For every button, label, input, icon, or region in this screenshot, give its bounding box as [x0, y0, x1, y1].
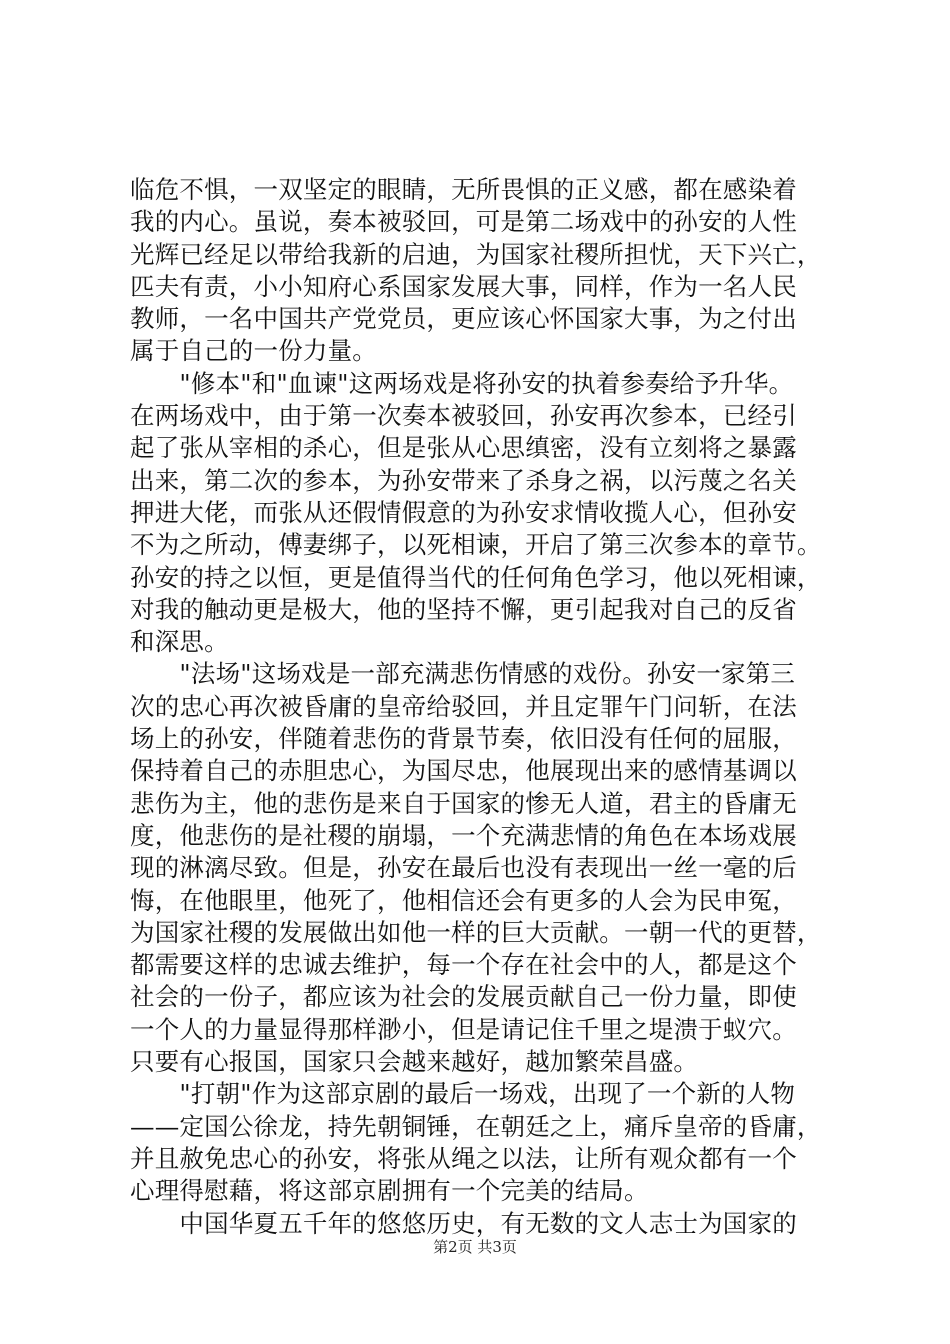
text-line: 中国华夏五千年的悠悠历史，有无数的文人志士为国家的	[130, 1208, 797, 1238]
text-line: ——定国公徐龙，持先朝铜锤，在朝廷之上，痛斥皇帝的昏庸，	[130, 1111, 822, 1141]
text-line: 现的淋漓尽致。但是，孙安在最后也没有表现出一丝一毫的后	[130, 853, 797, 883]
text-line: 对我的触动更是极大，他的坚持不懈，更引起我对自己的反省	[130, 594, 797, 624]
text-line: 只要有心报国，国家只会越来越好，越加繁荣昌盛。	[130, 1047, 699, 1077]
text-line: 场上的孙安，伴随着悲伤的背景节奏，依旧没有任何的屈服，	[130, 724, 797, 754]
text-line: 心理得慰藉，将这部京剧拥有一个完美的结局。	[130, 1176, 649, 1206]
text-line: 属于自己的一份力量。	[130, 336, 377, 366]
text-line: 在两场戏中，由于第一次奏本被驳回，孙安再次参本，已经引	[130, 401, 797, 431]
text-line: 教师，一名中国共产党党员，更应该心怀国家大事，为之付出	[130, 304, 797, 334]
page-footer: 第2页 共3页	[433, 1238, 517, 1256]
text-line: 悔，在他眼里，他死了，他相信还会有更多的人会为民申冤，	[130, 885, 797, 915]
text-line: 为国家社稷的发展做出如他一样的巨大贡献。一朝一代的更替，	[130, 917, 822, 947]
text-line: 次的忠心再次被昏庸的皇帝给驳回，并且定罪午门问斩，在法	[130, 691, 797, 721]
text-line: 悲伤为主，他的悲伤是来自于国家的惨无人道，君主的昏庸无	[130, 788, 797, 818]
text-line: 起了张从宰相的杀心，但是张从心思缜密，没有立刻将之暴露	[130, 433, 797, 463]
text-line: 一个人的力量显得那样渺小，但是请记住千里之堤溃于蚁穴。	[130, 1014, 797, 1044]
text-line: 度，他悲伤的是社稷的崩塌，一个充满悲情的角色在本场戏展	[130, 820, 797, 850]
text-line: "修本"和"血谏"这两场戏是将孙安的执着参奏给予升华。	[130, 368, 794, 398]
text-line: 保持着自己的赤胆忠心，为国尽忠，他展现出来的感情基调以	[130, 756, 797, 786]
text-line: 都需要这样的忠诚去维护，每一个存在社会中的人，都是这个	[130, 950, 797, 980]
text-line: 和深思。	[130, 627, 229, 657]
text-line: 光辉已经足以带给我新的启迪，为国家社稷所担忧，天下兴亡，	[130, 239, 822, 269]
text-line: 不为之所动，傅妻绑子，以死相谏，开启了第三次参本的章节。	[130, 530, 822, 560]
text-line: 押进大佬，而张从还假情假意的为孙安求情收揽人心，但孙安	[130, 497, 797, 527]
text-line: 我的内心。虽说，奏本被驳回，可是第二场戏中的孙安的人性	[130, 207, 797, 237]
text-line: "法场"这场戏是一部充满悲伤情感的戏份。孙安一家第三	[130, 659, 796, 689]
body-text	[130, 174, 835, 1240]
text-line: "打朝"作为这部京剧的最后一场戏，出现了一个新的人物	[130, 1079, 796, 1109]
text-line: 孙安的持之以恒，更是值得当代的任何角色学习，他以死相谏，	[130, 562, 822, 592]
text-line: 出来，第二次的参本，为孙安带来了杀身之祸，以污蔑之名关	[130, 465, 797, 495]
text-line: 匹夫有责，小小知府心系国家发展大事，同样，作为一名人民	[130, 271, 797, 301]
text-line: 社会的一份子，都应该为社会的发展贡献自己一份力量，即使	[130, 982, 797, 1012]
text-line: 并且赦免忠心的孙安，将张从绳之以法，让所有观众都有一个	[130, 1143, 797, 1173]
text-line: 临危不惧，一双坚定的眼睛，无所畏惧的正义感，都在感染着	[130, 175, 797, 204]
